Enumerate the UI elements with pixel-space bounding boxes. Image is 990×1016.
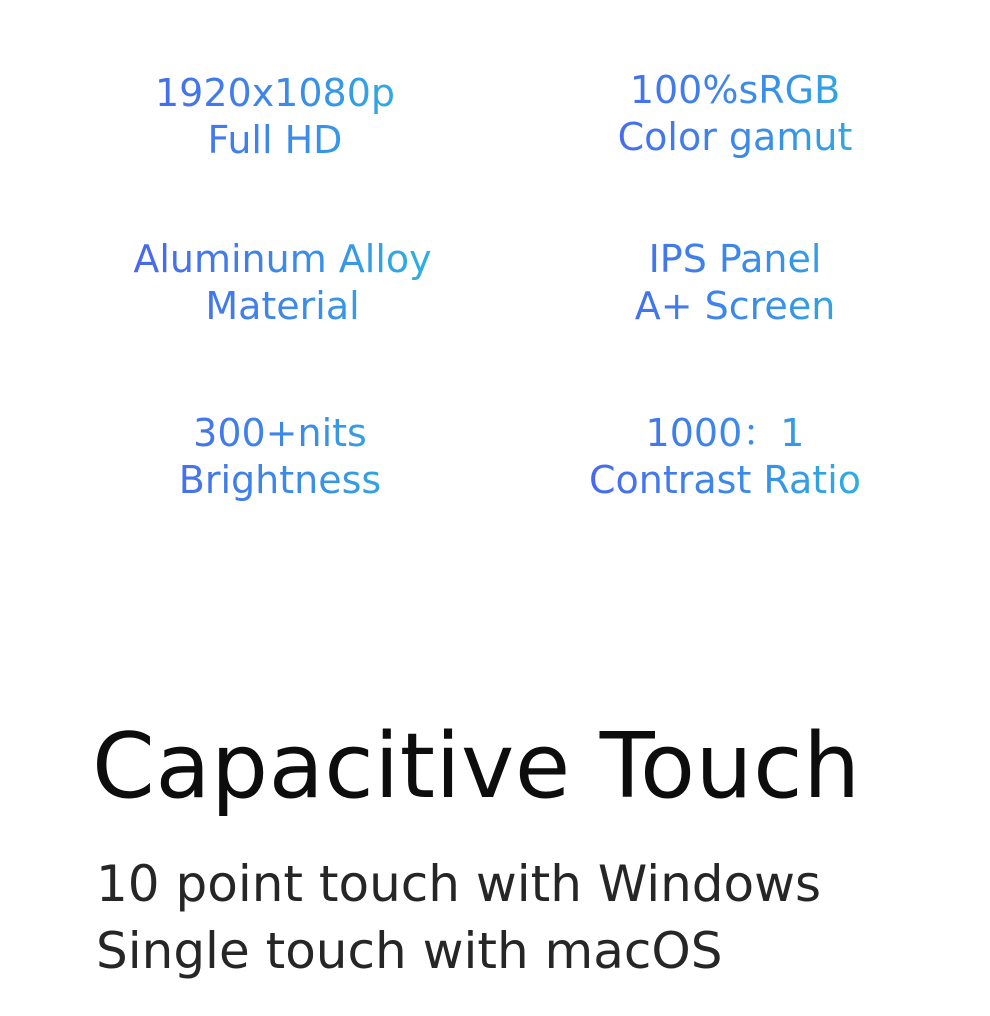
feature-color-gamut-value: 100%sRGB	[565, 67, 905, 114]
headline-title: Capacitive Touch	[92, 714, 861, 819]
feature-material-value: Aluminum Alloy	[110, 236, 455, 283]
feature-material-label: Material	[110, 283, 455, 330]
feature-panel-label: A+ Screen	[565, 283, 905, 330]
subtext-windows: 10 point touch with Windows	[96, 855, 822, 913]
feature-resolution-value: 1920x1080p	[110, 70, 440, 117]
feature-color-gamut-label: Color gamut	[565, 114, 905, 161]
feature-panel-value: IPS Panel	[565, 236, 905, 283]
subtext-macos: Single touch with macOS	[96, 922, 723, 980]
feature-brightness-value: 300+nits	[110, 410, 450, 457]
feature-resolution-label: Full HD	[110, 117, 440, 164]
feature-brightness	[110, 410, 450, 504]
feature-contrast-label: Contrast Ratio	[555, 457, 895, 504]
feature-contrast-value: 1000：1	[555, 410, 895, 457]
feature-color-gamut	[565, 67, 905, 161]
feature-material	[110, 236, 455, 330]
feature-brightness-label: Brightness	[110, 457, 450, 504]
feature-panel	[565, 236, 905, 330]
feature-contrast	[555, 410, 895, 504]
feature-resolution	[110, 70, 440, 164]
